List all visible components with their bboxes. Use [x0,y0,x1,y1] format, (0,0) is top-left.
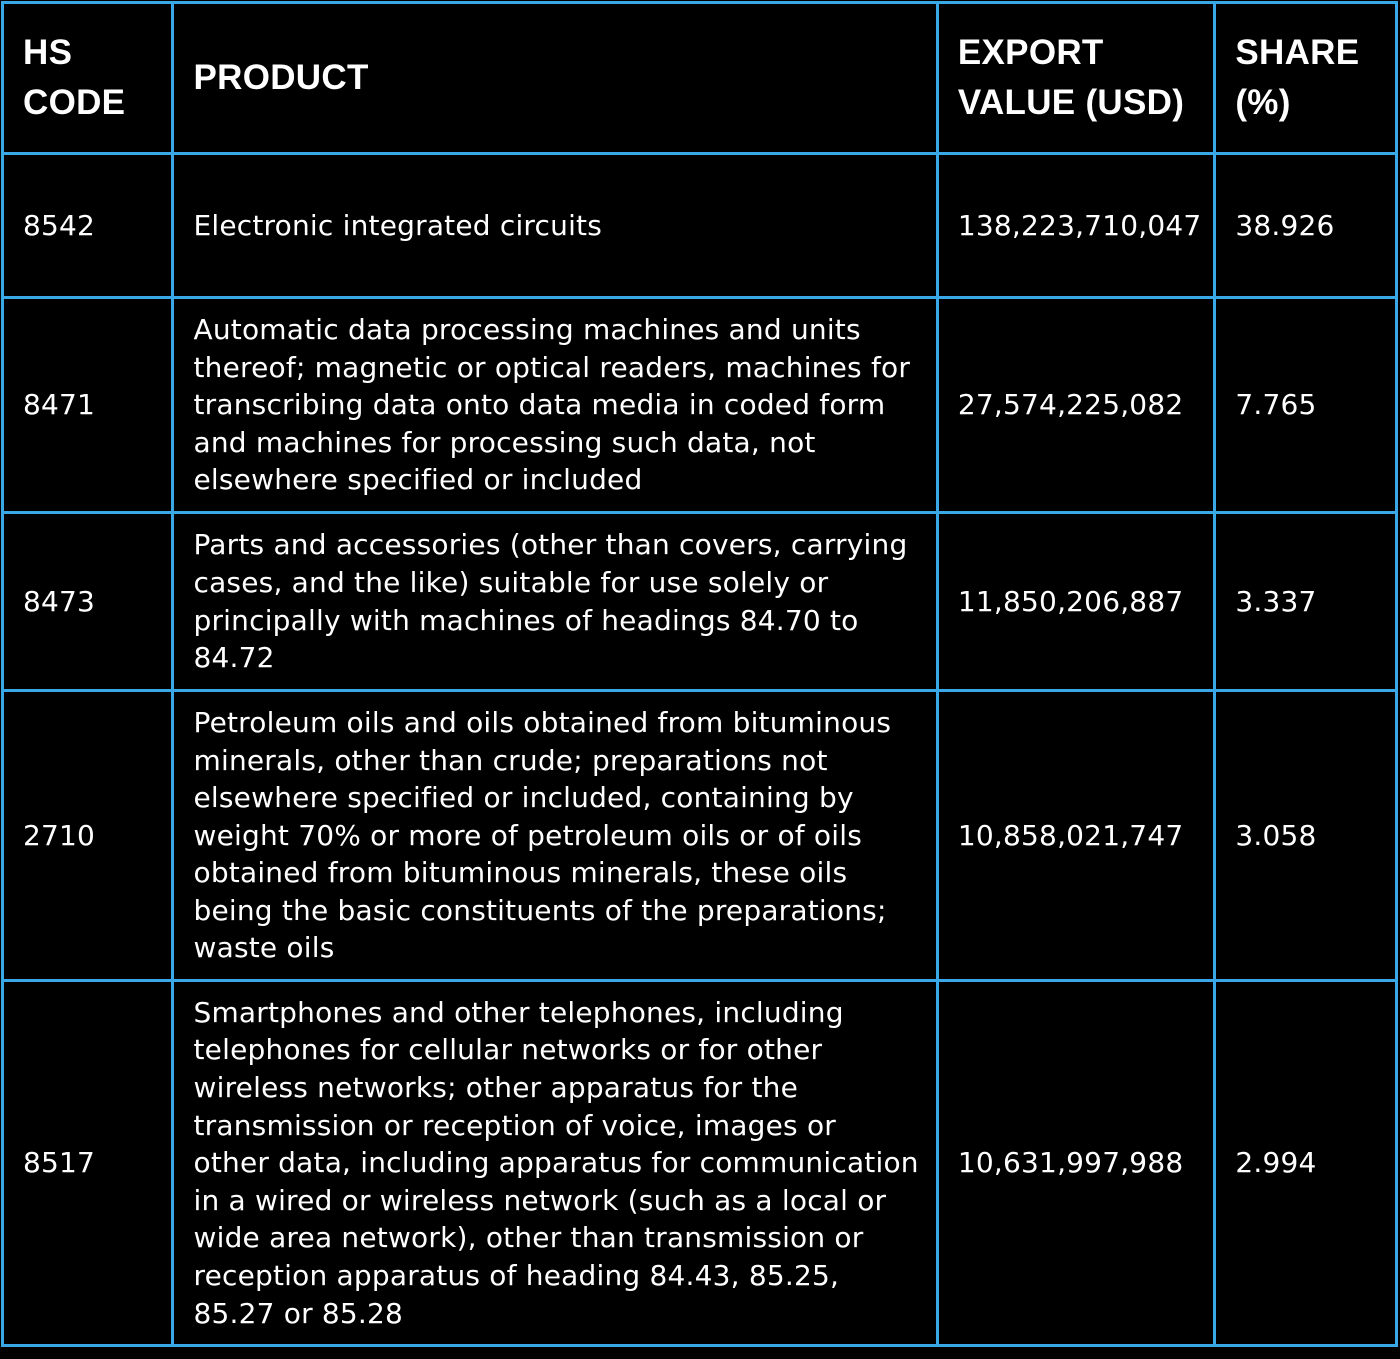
product-cell: Automatic data processing machines and units thereof; magnetic or optical readers, machines for transcribing data onto data media in coded form and machines for processing such data, not elsewhere specified or included [173,298,937,513]
product-cell: Petroleum oils and oils obtained from bituminous minerals, other than crude; preparations not elsewhere specified or included, containing by weight 70% or more of petroleum oils or of oils obtained from bituminous minerals, these oils being the basic constituents of the preparations; waste oils [173,691,937,981]
share-cell: 3.337 [1215,513,1397,691]
header-export-value-line1: EXPORT [957,33,1104,72]
header-product-label: PRODUCT [193,58,369,97]
export-table [1,1,1398,1347]
export-value-cell: 138,223,710,047 [937,154,1214,298]
header-share-line1: SHARE [1235,33,1360,72]
product-cell: Smartphones and other telephones, including telephones for cellular networks or for other wireless networks; other apparatus for the transmission or reception of voice, images or other data, including apparatus for communication in a wired or wireless network (such as a local or wide area network), other than transmission or reception apparatus of heading 84.43, 85.25, 85.27 or 85.28 [173,981,937,1346]
hs-code-cell: 8471 [3,298,173,513]
header-share [1215,3,1397,154]
header-hs-code [3,3,173,154]
hs-code-cell: 8542 [3,154,173,298]
export-value-cell: 11,850,206,887 [937,513,1214,691]
header-share-line2: (%) [1235,83,1291,122]
table-row [3,513,1397,691]
table-row [3,981,1397,1346]
export-value-cell: 10,631,997,988 [937,981,1214,1346]
header-row [3,3,1397,154]
export-value-cell: 10,858,021,747 [937,691,1214,981]
product-cell: Electronic integrated circuits [173,154,937,298]
product-cell: Parts and accessories (other than covers, carrying cases, and the like) suitable for use solely or principally with machines of headings 84.70 to 84.72 [173,513,937,691]
header-export-value [937,3,1214,154]
header-hs-code-line2: CODE [23,83,126,122]
header-hs-code-line1: HS [23,33,73,72]
export-value-cell: 27,574,225,082 [937,298,1214,513]
table-row [3,154,1397,298]
header-product [173,3,937,154]
table-row [3,691,1397,981]
share-cell: 7.765 [1215,298,1397,513]
header-export-value-line2: VALUE (USD) [957,83,1185,122]
share-cell: 3.058 [1215,691,1397,981]
share-cell: 2.994 [1215,981,1397,1346]
hs-code-cell: 2710 [3,691,173,981]
hs-code-cell: 8473 [3,513,173,691]
table-row [3,298,1397,513]
hs-code-cell: 8517 [3,981,173,1346]
share-cell: 38.926 [1215,154,1397,298]
